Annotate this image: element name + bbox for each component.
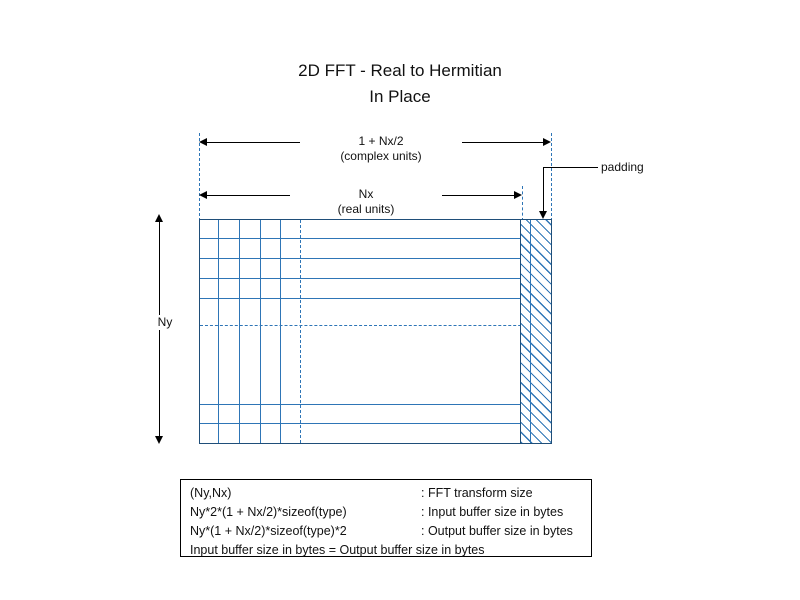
legend-row-right: : FFT transform size bbox=[421, 486, 533, 500]
grid-hline-dashed bbox=[200, 325, 551, 326]
grid-hline bbox=[200, 404, 551, 405]
legend-box bbox=[180, 479, 592, 557]
grid-vline bbox=[280, 220, 281, 443]
guide-left-edge bbox=[199, 133, 200, 221]
legend-row-right: : Output buffer size in bytes bbox=[421, 524, 573, 538]
fft-buffer-rectangle bbox=[199, 219, 552, 444]
legend-row-left: Ny*(1 + Nx/2)*sizeof(type)*2 bbox=[190, 524, 347, 538]
padding-callout-line-v bbox=[543, 167, 544, 215]
legend-row bbox=[181, 541, 591, 560]
guide-right-edge bbox=[551, 133, 552, 221]
complex-dim-label-units: (complex units) bbox=[340, 149, 422, 163]
legend-row-left: (Ny,Nx) bbox=[190, 486, 232, 500]
real-dim-label bbox=[290, 187, 442, 217]
legend-row-left: Ny*2*(1 + Nx/2)*sizeof(type) bbox=[190, 505, 347, 519]
legend-row-right: : Input buffer size in bytes bbox=[421, 505, 564, 519]
grid-vline bbox=[218, 220, 219, 443]
legend-row-left: Input buffer size in bytes = Output buffer size in bytes bbox=[190, 543, 485, 557]
ny-dim-line bbox=[159, 222, 160, 441]
padding-callout-line-h bbox=[543, 167, 598, 168]
grid-hline bbox=[200, 238, 551, 239]
ny-dim-label bbox=[129, 315, 201, 330]
real-dim-arrow-left bbox=[199, 191, 207, 199]
title-line-1: 2D FFT - Real to Hermitian bbox=[298, 61, 502, 80]
ny-dim-arrow-bottom bbox=[155, 436, 163, 444]
complex-dim-label-main: 1 + Nx/2 bbox=[358, 134, 404, 148]
guide-real-edge bbox=[522, 186, 523, 221]
ny-dim-label-main: Ny bbox=[157, 315, 173, 329]
padding-divider-line bbox=[530, 220, 531, 443]
real-dim-label-main: Nx bbox=[358, 187, 374, 201]
padding-callout-arrowhead bbox=[539, 211, 547, 219]
grid-vline bbox=[239, 220, 240, 443]
grid-hline bbox=[200, 298, 551, 299]
padding-label: padding bbox=[601, 160, 644, 174]
complex-dim-arrow-left bbox=[199, 138, 207, 146]
title-line-2: In Place bbox=[369, 87, 431, 106]
grid-hline bbox=[200, 278, 551, 279]
grid-hline bbox=[200, 423, 551, 424]
grid-vline-dashed bbox=[300, 220, 301, 443]
legend-row bbox=[181, 503, 591, 522]
ny-dim-arrow-top bbox=[155, 214, 163, 222]
padding-region bbox=[520, 220, 551, 443]
grid-hline bbox=[200, 258, 551, 259]
legend-row bbox=[181, 522, 591, 541]
real-dim-arrow-right bbox=[514, 191, 522, 199]
real-dim-label-units: (real units) bbox=[337, 202, 395, 216]
complex-dim-arrow-right bbox=[543, 138, 551, 146]
grid-vline bbox=[260, 220, 261, 443]
legend-row bbox=[181, 484, 591, 503]
complex-dim-label bbox=[300, 134, 462, 164]
